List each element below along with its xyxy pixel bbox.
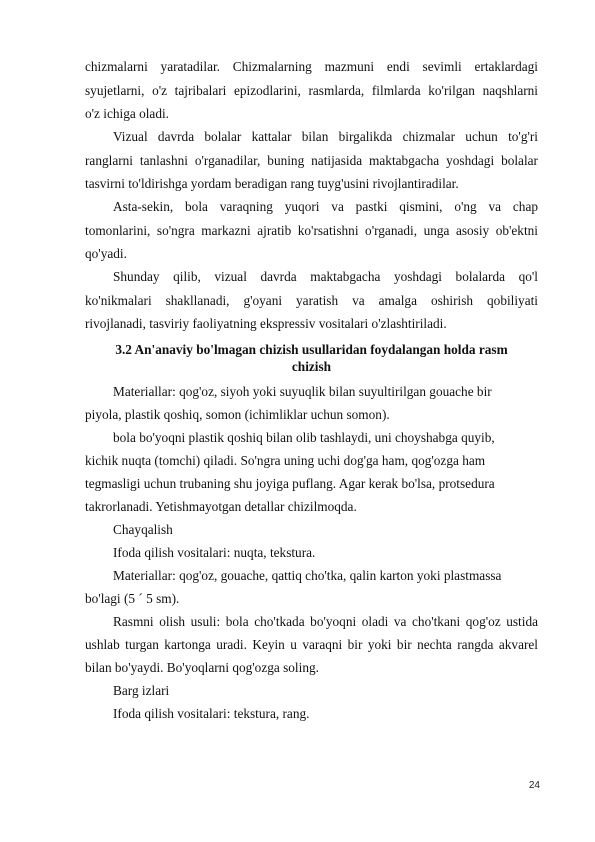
paragraph-line: tomonlarini, so'ngra markazni ajratib ko'rsatishni o'rganadi, unga asosiy ob'ektni [85, 223, 538, 238]
subsection-title: Barg izlari [113, 683, 170, 698]
paragraph-line: tasvirni to'ldirishga yordam beradigan rang tuyg'usini rivojlantiradilar. [85, 176, 459, 191]
expression-tools: Ifoda qilish vositalari: tekstura, rang. [113, 706, 310, 721]
paragraph-line: bo'lagi (5 ´ 5 sm). [85, 591, 180, 606]
paragraph-line: Rasmni olish usuli: bola cho'tkada bo'yoqni oladi va cho'tkani qog'oz ustida [113, 614, 538, 629]
section-heading-continued: chizish [291, 359, 332, 374]
paragraph-line: bilan bo'yaydi. Bo'yoqlarni qog'ozga soling. [85, 660, 319, 675]
expression-tools: Ifoda qilish vositalari: nuqta, tekstura. [113, 545, 316, 560]
paragraph-line: o'z ichiga oladi. [85, 106, 169, 121]
paragraph-line: kichik nuqta (tomchi) qiladi. So'ngra uning uchi dog'ga ham, qog'ozga ham [85, 453, 486, 468]
paragraph-line: Materiallar: qog'oz, siyoh yoki suyuqlik bilan suyultirilgan gouache bir [113, 384, 492, 399]
page-number: 24 [528, 780, 540, 791]
paragraph-line: chizmalarni yaratadilar. Chizmalarning mazmuni endi sevimli ertaklardagi [85, 59, 538, 74]
paragraph-line: Materiallar: qog'oz, gouache, qattiq cho'tka, qalin karton yoki plastmassa [113, 568, 502, 583]
paragraph-line: bola bo'yoqni plastik qoshiq bilan olib tashlaydi, uni choyshabga quyib, [113, 430, 495, 445]
paragraph-line: tegmasligi uchun trubaning shu joyiga puflang. Agar kerak bo'lsa, protsedura [85, 476, 495, 491]
paragraph-line: qo'yadi. [85, 246, 127, 261]
subsection-title: Chayqalish [113, 522, 173, 537]
paragraph-line: ranglarni tanlashni o'rganadilar, buning natijasida maktabgacha yoshdagi bolalar [85, 153, 538, 168]
paragraph-line: ko'nikmalari shakllanadi, g'oyani yaratish va amalga oshirish qobiliyati [85, 293, 538, 308]
section-heading: 3.2 An'anaviy bo'lmagan chizish usullaridan foydalangan holda rasm [115, 342, 508, 357]
paragraph-line: Shunday qilib, vizual davrda maktabgacha yoshdagi bolalarda qo'l [113, 269, 538, 284]
paragraph-line: Asta-sekin, bola varaqning yuqori va pastki qismini, o'ng va chap [113, 199, 538, 214]
paragraph-line: takrorlanadi. Yetishmayotgan detallar chizilmoqda. [85, 499, 357, 514]
paragraph-line: ushlab turgan kartonga uradi. Keyin u varaqni bir yoki bir nechta rangda akvarel [85, 637, 538, 652]
paragraph-line: syujetlarni, o'z tajribalari epizodlarini, rasmlarda, filmlarda ko'rilgan naqshlarni [85, 83, 538, 98]
paragraph-line: piyola, plastik qoshiq, somon (ichimliklar uchun somon). [85, 407, 390, 422]
paragraph-line: Vizual davrda bolalar kattalar bilan birgalikda chizmalar uchun to'g'ri [113, 129, 538, 144]
paragraph-line: rivojlanadi, tasviriy faoliyatning ekspressiv vositalari o'zlashtiriladi. [85, 316, 447, 331]
